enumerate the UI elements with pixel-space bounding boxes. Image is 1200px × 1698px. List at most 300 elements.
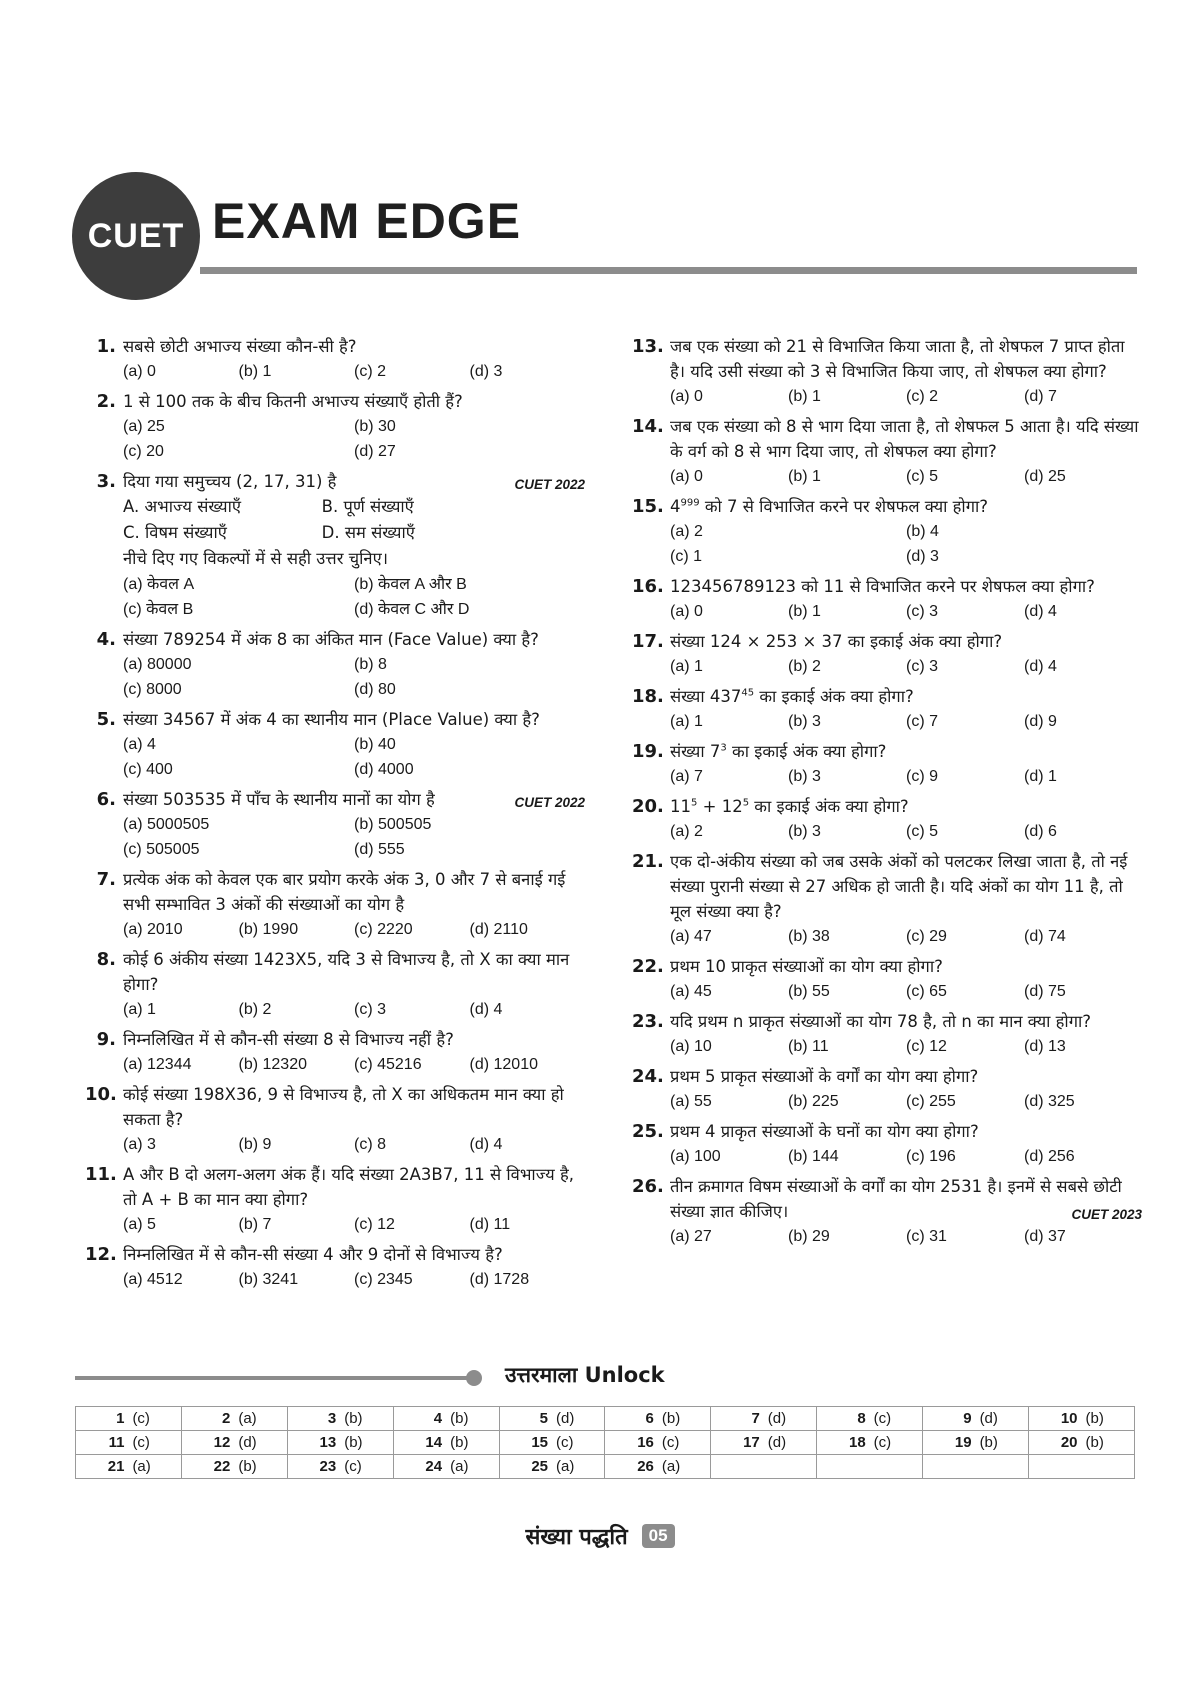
answer-key-cell [181, 1407, 287, 1431]
question-number: 22. [632, 956, 664, 977]
question-body [123, 1052, 585, 1077]
option: (c) 65 [906, 983, 947, 1000]
answer-option: (c) [132, 1434, 150, 1451]
left-question-column [85, 334, 585, 1297]
answer-entry [182, 1458, 287, 1475]
answer-option: (d) [767, 1434, 787, 1451]
question-number: 11. [85, 1164, 117, 1185]
answer-key-cell [923, 1431, 1029, 1455]
question-body [670, 979, 1142, 1004]
answer-key-cell [605, 1407, 711, 1431]
answer-entry [288, 1434, 393, 1451]
option: (c) 5 [906, 823, 938, 840]
answer-option: (c) [132, 1410, 150, 1427]
option-list [670, 979, 1142, 1004]
question-body [670, 819, 1142, 844]
question-head [85, 1242, 585, 1267]
option-list [123, 917, 585, 942]
question [632, 414, 1142, 489]
question-head [632, 494, 1142, 519]
question-body [123, 812, 585, 862]
answer-number: 25 [531, 1458, 548, 1475]
question-number: 20. [632, 796, 664, 817]
statement: D. सम संख्याएँ [321, 523, 415, 542]
option: (d) 1728 [469, 1271, 530, 1288]
option: (d) 4 [1024, 658, 1057, 675]
statement-list [123, 494, 585, 546]
question [85, 707, 585, 782]
answer-entry [76, 1410, 181, 1427]
question-number: 6. [96, 789, 116, 810]
answer-key-cell [287, 1407, 393, 1431]
superscript: 5 [742, 797, 750, 809]
question-number: 19. [632, 741, 664, 762]
answer-key-cell [923, 1455, 1029, 1479]
option: (a) 45 [670, 983, 712, 1000]
question-head [85, 947, 585, 997]
option: (a) 4512 [123, 1271, 183, 1288]
cuet-badge [72, 172, 200, 300]
option: (c) 45216 [354, 1056, 422, 1073]
option: (a) 2 [670, 823, 703, 840]
option-list [123, 1052, 585, 1077]
option: (d) 256 [1024, 1148, 1075, 1165]
question-head [632, 739, 1142, 764]
question-number: 15. [632, 496, 664, 517]
question-body [123, 917, 585, 942]
answer-option: (b) [344, 1410, 363, 1427]
question [85, 1027, 585, 1077]
question-text: $4^{999}$ को 7 से विभाजित करने पर शेषफल क्या होगा? [670, 497, 989, 516]
option: (d) 4 [469, 1136, 503, 1153]
option-list [123, 1267, 585, 1292]
chapter-title: संख्या पद्धति [525, 1525, 628, 1550]
question-head [85, 627, 585, 652]
answer-key-cell [1029, 1431, 1135, 1455]
option: (b) 2 [238, 1001, 272, 1018]
question-text: संख्या $7^3$ का इकाई अंक क्या होगा? [670, 742, 887, 761]
answer-entry [76, 1434, 181, 1451]
option: (b) 1 [238, 363, 272, 380]
option-list [670, 654, 1142, 679]
question-body [670, 654, 1142, 679]
option: (a) 0 [123, 363, 156, 380]
question-text: कोई संख्या 198X36, 9 से विभाज्य है, तो X का अधिकतम मान क्या हो सकता है? [123, 1085, 564, 1129]
page-number: 05 [642, 1524, 675, 1548]
exam-tag: CUET 2022 [514, 795, 585, 810]
option: (a) 5000505 [123, 816, 210, 833]
option: (d) 25 [1024, 468, 1066, 485]
answer-key-row [76, 1431, 1135, 1455]
question-number: 3. [96, 471, 116, 492]
answer-key-cell [1029, 1455, 1135, 1479]
question-body [670, 709, 1142, 734]
question-text: 123456789123 को 11 से विभाजित करने पर शेषफल क्या होगा? [670, 577, 1095, 596]
question-body [123, 732, 585, 782]
question [85, 334, 585, 384]
option: (d) केवल C और D [354, 601, 470, 618]
question-number: 1. [96, 336, 116, 357]
question-body [670, 384, 1142, 409]
statement: B. पूर्ण संख्याएँ [321, 497, 414, 516]
question [85, 1082, 585, 1157]
answer-number: 10 [1060, 1410, 1078, 1427]
option-list [670, 709, 1142, 734]
option-list [123, 359, 585, 384]
option: (a) 27 [670, 1228, 712, 1245]
question-text: यदि प्रथम n प्राकृत संख्याओं का योग 78 है, तो n का मान क्या होगा? [670, 1012, 1092, 1031]
option: (a) 80000 [123, 656, 192, 673]
answer-option: (c) [344, 1458, 362, 1475]
answer-number: 5 [539, 1410, 548, 1427]
question-number: 4. [96, 629, 116, 650]
answer-number: 23 [319, 1458, 337, 1475]
option: (b) 12320 [238, 1056, 307, 1073]
answer-key-cell [817, 1455, 923, 1479]
option: (a) 7 [670, 768, 703, 785]
option: (a) 0 [670, 603, 703, 620]
option-list [123, 812, 585, 862]
option: (c) 3 [354, 1001, 386, 1018]
option: (d) 80 [354, 681, 396, 698]
answer-entry [394, 1434, 499, 1451]
question [85, 627, 585, 702]
option-list [123, 1212, 585, 1237]
answer-entry [394, 1458, 499, 1475]
answer-entry [605, 1410, 710, 1427]
answer-option: (d) [238, 1434, 257, 1451]
option-list [670, 464, 1142, 489]
option: (c) 12 [906, 1038, 947, 1055]
exam-tag: CUET 2022 [514, 477, 585, 492]
question-body [670, 1034, 1142, 1059]
answer-entry [1029, 1410, 1134, 1427]
answer-option: (c) [661, 1434, 680, 1451]
answer-entry [923, 1410, 1028, 1427]
question [85, 787, 585, 862]
option: (b) 1 [788, 468, 821, 485]
question-number: 23. [632, 1011, 664, 1032]
badge-text: CUET [87, 216, 185, 255]
option: (d) 1 [1024, 768, 1057, 785]
answer-entry [500, 1458, 605, 1475]
question-text: संख्या 503535 में पाँच के स्थानीय मानों का योग है CUET 2022 [123, 790, 585, 810]
page-title: EXAM EDGE [212, 193, 522, 249]
question-head [85, 787, 585, 812]
answer-key-cell [76, 1431, 182, 1455]
statement: C. विषम संख्याएँ [123, 523, 227, 542]
question [85, 469, 585, 622]
option-list [123, 997, 585, 1022]
option: (c) 3 [906, 603, 938, 620]
answer-option: (d) [979, 1410, 998, 1427]
option: (c) 8000 [123, 681, 182, 698]
answer-option: (d) [767, 1410, 787, 1427]
option: (a) 0 [670, 468, 703, 485]
question-number: 14. [632, 416, 664, 437]
answer-number: 21 [107, 1458, 125, 1475]
question-head [632, 1009, 1142, 1034]
option: (b) 225 [788, 1093, 839, 1110]
option: (b) केवल A और B [354, 576, 467, 593]
instruction-text: नीचे दिए गए विकल्पों में से सही उत्तर चुनिए। [123, 549, 388, 568]
option: (c) 2345 [354, 1271, 413, 1288]
question-body [670, 1224, 1142, 1249]
answer-entry [711, 1410, 816, 1427]
answer-number: 16 [637, 1434, 654, 1451]
question [85, 1242, 585, 1292]
answer-entry [288, 1458, 393, 1475]
answer-number: 3 [327, 1410, 337, 1427]
answer-number: 17 [743, 1434, 760, 1451]
exam-tag: CUET 2023 [1071, 1207, 1142, 1222]
question-head [632, 574, 1142, 599]
option-list [670, 924, 1142, 949]
option: (a) 4 [123, 736, 156, 753]
answer-option: (a) [450, 1458, 469, 1475]
option: (b) 30 [354, 418, 396, 435]
question-head [632, 1174, 1142, 1224]
answer-key-title: उत्तरमाला Unlock [505, 1363, 665, 1387]
option: (d) 555 [354, 841, 405, 858]
option: (a) 25 [123, 418, 165, 435]
question [632, 684, 1142, 734]
question-number: 24. [632, 1066, 664, 1087]
answer-option: (c) [873, 1410, 892, 1427]
answer-entry [182, 1410, 287, 1427]
answer-option: (a) [132, 1458, 151, 1475]
option: (a) 2 [670, 523, 703, 540]
question [632, 739, 1142, 789]
question-number: 26. [632, 1176, 664, 1197]
answer-key-cell [817, 1407, 923, 1431]
option: (c) 12 [354, 1216, 395, 1233]
question-text: संख्या 789254 में अंक 8 का अंकित मान (Face Value) क्या है? [123, 630, 539, 649]
question-body [670, 599, 1142, 624]
option: (a) 1 [670, 658, 703, 675]
option: (d) 3 [469, 363, 503, 380]
question-body [123, 1132, 585, 1157]
option: (c) 5 [906, 468, 938, 485]
option: (a) 1 [670, 713, 703, 730]
option: (a) 0 [670, 388, 703, 405]
question [85, 1162, 585, 1237]
question-body [670, 1144, 1142, 1169]
answer-key-cell [923, 1407, 1029, 1431]
option: (c) 29 [906, 928, 947, 945]
option: (b) 1 [788, 388, 821, 405]
option: (c) 400 [123, 761, 173, 778]
answer-option: (a) [238, 1410, 257, 1427]
option: (c) 3 [906, 658, 938, 675]
question-number: 17. [632, 631, 664, 652]
question-body [123, 997, 585, 1022]
answer-number: 14 [425, 1434, 443, 1451]
answer-entry [394, 1410, 499, 1427]
question-body [670, 464, 1142, 489]
option: (b) 3 [788, 768, 821, 785]
answer-number: 20 [1060, 1434, 1078, 1451]
question [85, 389, 585, 464]
question-head [85, 334, 585, 359]
question-number: 5. [96, 709, 116, 730]
question-head [85, 1082, 585, 1132]
answer-number: 24 [425, 1458, 443, 1475]
question-number: 25. [632, 1121, 664, 1142]
question-number: 7. [96, 869, 116, 890]
option: (d) 325 [1024, 1093, 1075, 1110]
question [632, 1174, 1142, 1249]
question-body [123, 494, 585, 622]
question-text: प्रत्येक अंक को केवल एक बार प्रयोग करके अंक 3, 0 और 7 से बनाई गई सभी सम्भावित 3 अंकों की संख्याओं का योग है [123, 870, 566, 914]
question-head [632, 334, 1142, 384]
answer-entry [288, 1410, 393, 1427]
answer-key-cell [711, 1431, 817, 1455]
question-head [632, 954, 1142, 979]
option: (d) 9 [1024, 713, 1057, 730]
option: (c) 2 [354, 363, 386, 380]
answer-key-cell [711, 1407, 817, 1431]
question-body [123, 414, 585, 464]
answer-key-cell [711, 1455, 817, 1479]
option: (b) 1 [788, 603, 821, 620]
answer-entry [711, 1434, 816, 1451]
answer-key-cell [499, 1407, 605, 1431]
answer-number: 26 [637, 1458, 654, 1475]
option: (c) 196 [906, 1148, 956, 1165]
option: (c) 2220 [354, 921, 413, 938]
question-number: 21. [632, 851, 664, 872]
option-list [670, 599, 1142, 624]
option: (a) 100 [670, 1148, 721, 1165]
answer-key-row [76, 1407, 1135, 1431]
answer-key-cell [817, 1431, 923, 1455]
question-text: सबसे छोटी अभाज्य संख्या कौन-सी है? [123, 337, 357, 356]
answer-key-cell [181, 1455, 287, 1479]
question [632, 629, 1142, 679]
answer-number: 19 [954, 1434, 972, 1451]
question-body [670, 764, 1142, 789]
option: (d) 7 [1024, 388, 1057, 405]
question-text: जब एक संख्या को 8 से भाग दिया जाता है, तो शेषफल 5 आता है। यदि संख्या के वर्ग को 8 से भाग दिया जाए, तो शेषफल क्या होगा? [670, 417, 1139, 461]
title-rule [200, 267, 1137, 274]
question-text: $11^5 + 12^5$ का इकाई अंक क्या होगा? [670, 797, 909, 816]
answer-option: (c) [556, 1434, 574, 1451]
option: (b) 29 [788, 1228, 830, 1245]
question-number: 10. [85, 1084, 117, 1105]
answer-entry [1029, 1434, 1134, 1451]
question-head [85, 707, 585, 732]
option: (d) 12010 [469, 1056, 538, 1073]
question-number: 12. [85, 1244, 117, 1265]
answer-key-cell [499, 1431, 605, 1455]
question-body [123, 1267, 585, 1292]
option-list [670, 519, 1142, 569]
answer-option: (b) [1085, 1434, 1104, 1451]
question-head [85, 1162, 585, 1212]
superscript: 45 [741, 687, 755, 699]
question [632, 1119, 1142, 1169]
option: (b) 4 [906, 523, 939, 540]
answer-option: (b) [979, 1434, 998, 1451]
option: (b) 7 [238, 1216, 272, 1233]
option: (b) 144 [788, 1148, 839, 1165]
question-head [632, 629, 1142, 654]
answer-key-cell [499, 1455, 605, 1479]
option-list [670, 1034, 1142, 1059]
question-head [85, 389, 585, 414]
question-body [123, 359, 585, 384]
question-body [123, 652, 585, 702]
question-text: संख्या $437^{45}$ का इकाई अंक क्या होगा? [670, 687, 914, 706]
option: (b) 11 [788, 1038, 829, 1055]
question-text: संख्या 124 × 253 × 37 का इकाई अंक क्या होगा? [670, 632, 1003, 651]
option: (b) 55 [788, 983, 830, 1000]
question-text: तीन क्रमागत विषम संख्याओं के वर्गों का योग 2531 है। इनमें से सबसे छोटी संख्या ज्ञात कीजिए। CUET 2023 [670, 1177, 1142, 1222]
answer-option: (b) [344, 1434, 363, 1451]
option: (c) 505005 [123, 841, 200, 858]
answer-number: 7 [751, 1410, 760, 1427]
option-list [670, 384, 1142, 409]
answer-entry [605, 1434, 710, 1451]
option: (c) 2 [906, 388, 938, 405]
answer-key-rule [75, 1376, 475, 1380]
question-head [85, 469, 585, 494]
question [632, 794, 1142, 844]
option: (c) 9 [906, 768, 938, 785]
answer-number: 8 [857, 1410, 866, 1427]
answer-key-dot [466, 1370, 482, 1386]
question-head [632, 1064, 1142, 1089]
question-text: दिया गया समुच्चय (2, 17, 31) है CUET 2022 [123, 472, 585, 492]
answer-number: 22 [213, 1458, 231, 1475]
option: (d) 27 [354, 443, 396, 460]
question-head [632, 794, 1142, 819]
superscript: 5 [691, 797, 698, 809]
option: (c) 7 [906, 713, 938, 730]
answer-key-cell [1029, 1407, 1135, 1431]
question-text: प्रथम 5 प्राकृत संख्याओं के वर्गों का योग क्या होगा? [670, 1067, 979, 1086]
superscript: 999 [680, 497, 700, 509]
question-text: A और B दो अलग-अलग अंक हैं। यदि संख्या 2A3B7, 11 से विभाज्य है, तो A + B का मान क्या होगा? [123, 1165, 574, 1209]
option-list [670, 1089, 1142, 1114]
answer-number: 18 [848, 1434, 866, 1451]
question-number: 18. [632, 686, 664, 707]
question [632, 954, 1142, 1004]
option: (d) 6 [1024, 823, 1057, 840]
option: (d) 37 [1024, 1228, 1066, 1245]
option-list [670, 1144, 1142, 1169]
answer-entry [500, 1434, 605, 1451]
answer-key-cell [393, 1431, 499, 1455]
question-number: 9. [96, 1029, 116, 1050]
page-footer [0, 1521, 1200, 1551]
option: (a) 1 [123, 1001, 156, 1018]
option: (a) केवल A [123, 576, 195, 593]
question-text: प्रथम 4 प्राकृत संख्याओं के घनों का योग क्या होगा? [670, 1122, 979, 1141]
option: (c) 8 [354, 1136, 386, 1153]
option-list [123, 652, 585, 702]
question [85, 947, 585, 1022]
question [85, 867, 585, 942]
question-number: 2. [96, 391, 116, 412]
superscript: 3 [720, 742, 727, 754]
answer-key-row [76, 1455, 1135, 1479]
answer-option: (b) [1085, 1410, 1104, 1427]
answer-number: 1 [116, 1410, 125, 1427]
option: (a) 12344 [123, 1056, 192, 1073]
option: (b) 2 [788, 658, 821, 675]
